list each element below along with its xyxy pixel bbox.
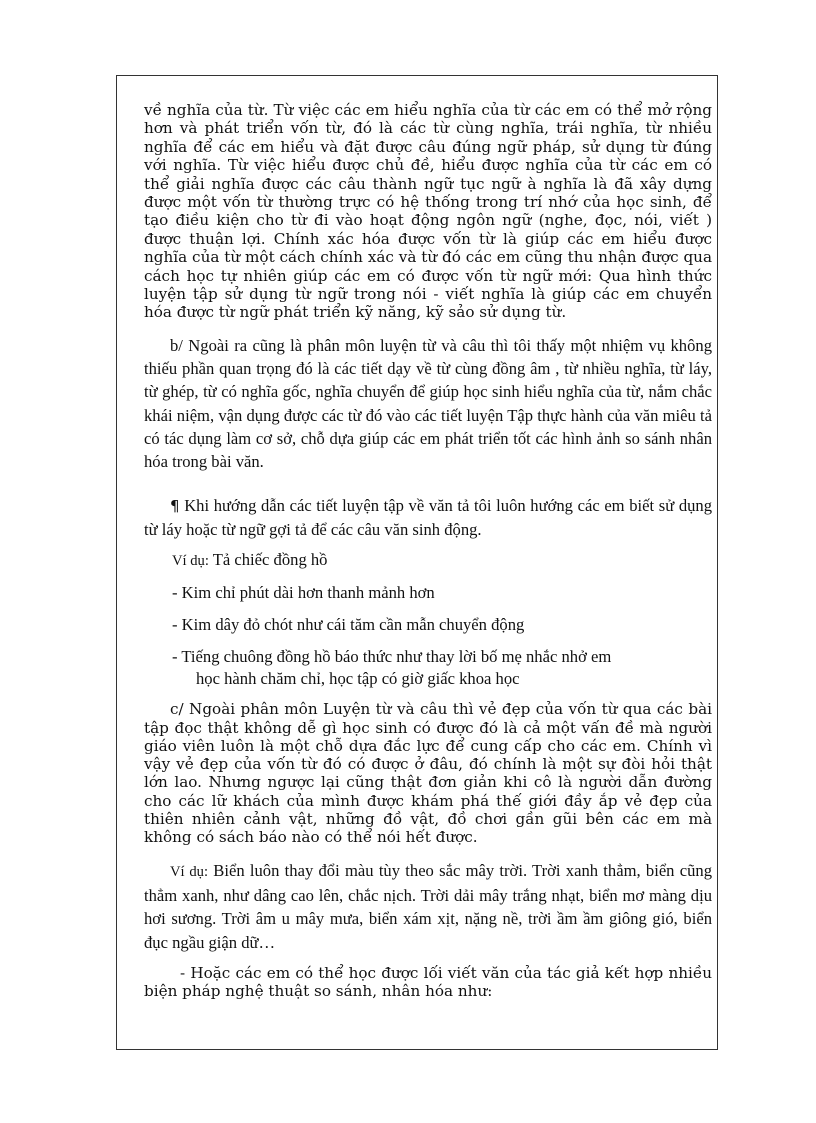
list-item-text: - Tiếng chuông đồng hồ báo thức như thay lời bố mẹ nhắc nhở em (172, 647, 612, 667)
paragraph-guidance (144, 494, 712, 542)
example-clock (144, 549, 712, 572)
example-label: Ví dụ: (170, 863, 209, 880)
example-text: Biển luôn thay đổi màu tùy theo sắc mây trời. Trời xanh thẳm, biển cũng thẳm xanh, như dâng cao lên, chắc nịch. Trời dải mây trắng nhạt, biển mơ màng dịu hơi sương. Trời âm u mây mưa, biển xám xịt, nặng nề, trời ầm ầm giông gió, biển đục ngầu giận dữ… (144, 860, 712, 952)
paragraph-technique: - Hoặc các em có thể học được lối viết văn của tác giả kết hợp nhiều biện pháp nghệ thuật so sánh, nhân hóa như: (144, 963, 712, 1001)
list-item: - Kim dây đỏ chót như cái tăm cần mẫn chuyển động (172, 615, 525, 635)
example-label: Ví dụ: (172, 553, 209, 570)
paragraph-c: c/ Ngoài phân môn Luyện từ và câu thì vẻ đẹp của vốn từ qua các bài tập đọc thật không dễ gì học sinh có được đó là cả một vấn đề mà người giáo viên luôn là một chỗ dựa đắc lực để cung cấp cho các em. Chính vì vậy vẻ đẹp của vốn từ đó có được ở đâu, đó chính là một sự đòi hỏi thật lớn lao. Nhưng ngược lại cũng thật đơn giản khi cô là người dẫn đường cho các lữ khách của mình được khám phá thế giới đầy ắp vẻ đẹp của thiên nhiên cảnh vật, những đồ vật, đồ chơi gần gũi bên các em mà không có sách báo nào có thể nói hết được. (144, 700, 712, 847)
paragraph-word-meaning: về nghĩa của từ. Từ việc các em hiểu nghĩa của từ các em có thể mở rộng hơn và phát triển vốn từ, đó là các từ cùng nghĩa, trái nghĩa, từ nhiều nghĩa để các em hiểu và đặt được câu đúng ngữ pháp, sử dụng từ đúng với nghĩa. Từ việc hiểu được chủ đề, hiểu được nghĩa của từ các em có thể giải nghĩa được các câu thành ngữ tục ngữ à nghĩa là đã xây dựng được một vốn từ thường trực có hệ thống trong trí nhớ của học sinh, để tạo điều kiện cho từ đi vào hoạt động ngôn ngữ (nghe, đọc, nói, viết ) được thuận lợi. Chính xác hóa được vốn từ là giúp các em hiểu được nghĩa của từ một cách chính xác và từ đó các em cũng thu nhận được qua cách học tự nhiên giúp các em có được vốn từ ngữ mới: Qua hình thức luyện tập sử dụng từ ngữ trong nói - viết nghĩa là giúp các em chuyển hóa được từ ngữ phát triển kỹ năng, kỹ sảo sử dụng từ. (144, 101, 712, 322)
list-item: - Kim chỉ phút dài hơn thanh mảnh hơn (172, 583, 435, 603)
example-sea (144, 859, 712, 954)
document-body (144, 101, 712, 1013)
paragraph-b: b/ Ngoài ra cũng là phân môn luyện từ và câu thì tôi thấy một nhiệm vụ không thiếu phần quan trọng đó là các tiết dạy về từ cùng đồng âm , từ nhiều nghĩa, từ láy, từ ghép, từ có nghĩa gốc, nghĩa chuyển để giúp học sinh hiểu nghĩa của từ, nắm chắc khái niệm, vận dụng được các từ đó vào các tiết luyện Tập thực hành của văn miêu tả có tác dụng làm cơ sở, chỗ dựa giúp các em phát triển tốt các hình ảnh so sánh nhân hóa trong bài văn. (144, 335, 712, 472)
paragraph-guidance-text: Khi hướng dẫn các tiết luyện tập về văn tả tôi luôn hướng các em biết sử dụng từ láy hoặc từ ngữ gợi tả để các câu văn sinh động. (144, 495, 713, 539)
pilcrow-mark: ¶ (170, 496, 180, 515)
list-item (144, 646, 712, 690)
list-item-continuation: học hành chăm chỉ, học tập có giờ giấc khoa học (196, 669, 520, 689)
example-text: Tả chiếc đồng hồ (212, 550, 328, 570)
